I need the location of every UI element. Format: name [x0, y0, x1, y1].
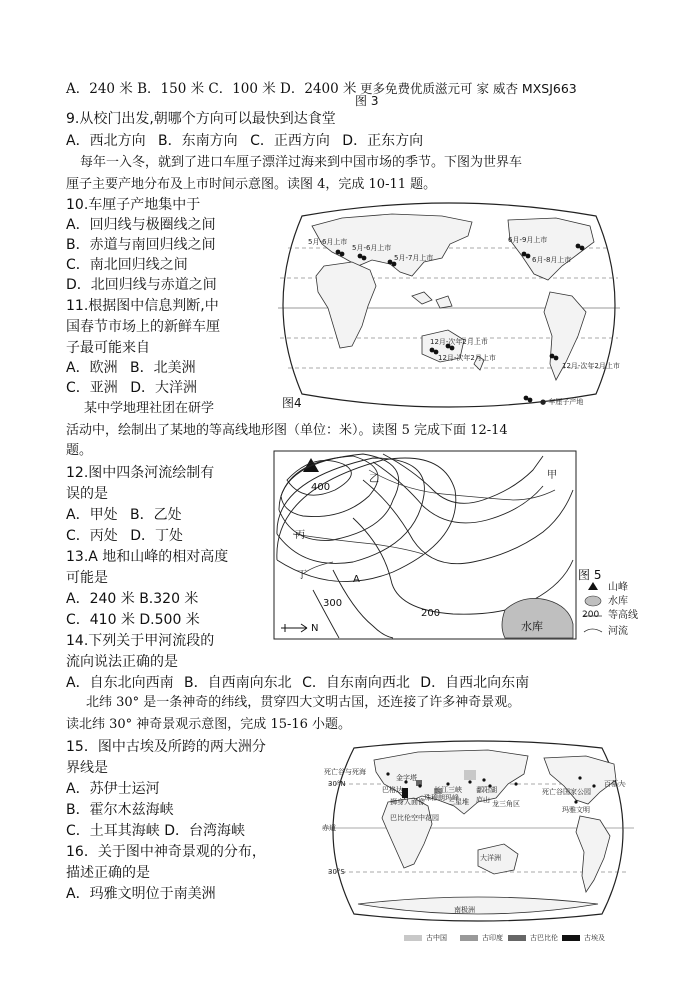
q11-stem-1: 11.根据图中信息判断,中: [66, 298, 219, 314]
figure-5-contour-map: [273, 450, 577, 640]
q14-stem-2: 流向说法正确的是: [66, 654, 178, 670]
q14-options: A．自东北向西南 B．自西南向东北 C．自东南向西北 D．自西北向东南: [66, 675, 530, 691]
fig4-label: 图4: [282, 396, 302, 410]
q15-option-a: A．苏伊士运河: [66, 781, 160, 797]
q10-stem: 10.车厘子产地集中于: [66, 197, 201, 213]
q11-stem-2: 国春节市场上的新鲜车厘: [66, 319, 220, 335]
figure-4-world-map: [272, 196, 626, 414]
fig4-time-2: 5月-6月上市: [352, 244, 392, 252]
legend-babylon: 古巴比伦: [530, 934, 558, 942]
label-pyramid: 金字塔: [396, 774, 417, 782]
legend-river: 河流: [608, 626, 628, 637]
q14-stem-1: 14.下列关于甲河流段的: [66, 633, 215, 649]
label-bermuda: 百慕大: [604, 780, 625, 788]
fig4-time-5: 6月-8月上市: [532, 256, 572, 264]
q16-option-a: A．玛雅文明位于南美洲: [66, 886, 216, 902]
watermark-text: 更多免费优质滋元可 家 威杏 MXSJ663: [360, 81, 577, 96]
label-antarctica: 南极洲: [454, 906, 475, 914]
contour-400: 400: [311, 482, 331, 493]
q12-options-cd: C．丙处 D．丁处: [66, 528, 184, 544]
river-bing: 丙: [295, 530, 305, 541]
q9-options: A．西北方向 B．东南方向 C．正西方向 D．正东方向: [66, 133, 424, 149]
fig4-time-3: 5月-7月上市: [394, 254, 434, 262]
north-label: N: [311, 623, 319, 634]
china-mark: [464, 770, 476, 780]
fig6-legend: [404, 934, 644, 944]
label-everest: 珠穆朗玛峰: [424, 794, 459, 802]
fig4-time-1: 5月-6月上市: [308, 238, 348, 246]
river-jia: 甲: [547, 470, 557, 481]
legend-babylon-swatch: [508, 935, 526, 941]
q9-stem: 9.从校门出发,朝哪个方向可以最快到达食堂: [66, 111, 336, 127]
q10-option-d: D．北回归线与赤道之间: [66, 277, 217, 293]
fig4-time-4: 6月-9月上市: [508, 236, 548, 244]
q10-option-a: A．回归线与极圈线之间: [66, 217, 216, 233]
fig4-time-6: 12月-次年2月上市: [430, 338, 488, 346]
q15-option-b: B．霍尔木兹海峡: [66, 802, 174, 818]
fig4-time-8: 12月-次年2月上市: [562, 362, 620, 370]
q8-options: A．240 米 B．150 米 C．100 米 D．2400 米: [66, 81, 357, 97]
figure-6-30n-map: [318, 740, 638, 922]
label-mayan: 玛雅文明: [562, 806, 590, 814]
river-ding: 丁: [297, 570, 307, 581]
label-lushan: 庐山: [476, 796, 490, 804]
world-map-30n: [318, 740, 638, 922]
q11-options-cd: C．亚洲 D．大洋洲: [66, 380, 198, 396]
legend-river-icon: [584, 629, 602, 632]
q15-stem-2: 界线是: [66, 760, 108, 776]
q15-options-cd: C．土耳其海峡 D．台湾海峡: [66, 823, 246, 839]
label-deathvalley: 死亡谷国家公园: [542, 788, 591, 796]
label-babylon: 巴比伦空中花园: [390, 814, 439, 822]
fig4-time-7: 12月-次年2月上市: [438, 354, 496, 362]
intro1-line2: 厘子主要产地分布及上市时间示意图。读图 4，完成 10-11 题。: [66, 177, 437, 192]
label-deadsea: 死亡谷与死海: [324, 768, 366, 776]
q13-stem-2: 可能是: [66, 570, 108, 586]
q16-stem-2: 描述正确的是: [66, 865, 150, 881]
label-longsan: 龙三角区: [492, 800, 520, 808]
legend-egypt: 古埃及: [584, 934, 605, 942]
q12-stem-2: 误的是: [66, 486, 108, 502]
legend-india: 古印度: [482, 934, 503, 942]
legend-contour-value: 200: [582, 610, 600, 620]
fig5-legend: [582, 582, 652, 642]
q12-options-ab: A．甲处 B．乙处: [66, 507, 182, 523]
reservoir-label: 水库: [521, 620, 543, 633]
q10-option-b: B．赤道与南回归线之间: [66, 237, 216, 253]
intro2-line2: 活动中，绘制出了某地的等高线地形图（单位：米）。读图 5 完成下面 12-14: [66, 423, 508, 438]
world-map-cherry: [272, 196, 626, 414]
legend-contour: 等高线: [608, 610, 638, 621]
intro3-line2: 读北纬 30° 神奇景观示意图，完成 15-16 小题。: [66, 717, 352, 732]
contour-200: 200: [421, 608, 441, 619]
label-sphinx: 狮身人面像: [390, 798, 425, 806]
intro3-line1: 北纬 30° 是一条神奇的纬线，贯穿四大文明古国，还连接了许多神奇景观。: [86, 695, 521, 710]
q16-stem-1: 16．关于图中神奇景观的分布，: [66, 844, 266, 860]
intro2-line3: 题。: [66, 443, 93, 458]
cherry-icon: ●: [540, 398, 547, 406]
fig5-label: 图 5: [578, 568, 602, 582]
point-A: A: [353, 574, 360, 585]
label-30n: 30°N: [328, 780, 346, 788]
label-sanxingdui: 三星堆: [448, 798, 469, 806]
legend-reservoir-icon: [585, 596, 601, 606]
legend-china-swatch: [404, 935, 422, 941]
q15-stem-1: 15．图中古埃及所跨的两大洲分: [66, 739, 266, 755]
fig3-label: 图 3: [355, 94, 379, 108]
legend-peak-icon: [588, 582, 598, 590]
q13-options-cd: C．410 米 D.500 米: [66, 612, 200, 628]
q11-options-ab: A．欧洲 B．北美洲: [66, 360, 196, 376]
legend-egypt-swatch: [562, 935, 580, 941]
fig4-legend-label: 车厘子产地: [548, 398, 584, 406]
q13-options-ab: A．240 米 B.320 米: [66, 591, 199, 607]
q10-option-c: C．南北回归线之间: [66, 257, 188, 273]
contour-300: 300: [323, 598, 343, 609]
label-poyang: 鄱阳湖: [476, 786, 497, 794]
legend-peak: 山峰: [608, 582, 628, 593]
intro2-line1: 某中学地理社团在研学: [84, 401, 215, 416]
legend-reservoir: 水库: [608, 596, 628, 607]
legend-china: 古中国: [426, 934, 447, 942]
q13-stem-1: 13.A 地和山峰的相对高度: [66, 549, 229, 565]
fig4-legend-cherry: [540, 398, 583, 406]
label-baghdad: 巴格达: [382, 786, 403, 794]
river-yi: 乙: [369, 474, 379, 485]
label-yangtze: 长江三峡: [434, 786, 462, 794]
label-equator: 赤道: [322, 824, 336, 832]
label-oceania: 大洋洲: [480, 854, 501, 862]
label-30s: 30°S: [328, 868, 345, 876]
q11-stem-3: 子最可能来自: [66, 340, 150, 356]
legend-india-swatch: [460, 935, 478, 941]
intro1-line1: 每年一入冬，就到了进口车厘子漂洋过海来到中国市场的季节。下图为世界车: [80, 155, 523, 170]
q12-stem-1: 12.图中四条河流绘制有: [66, 465, 215, 481]
